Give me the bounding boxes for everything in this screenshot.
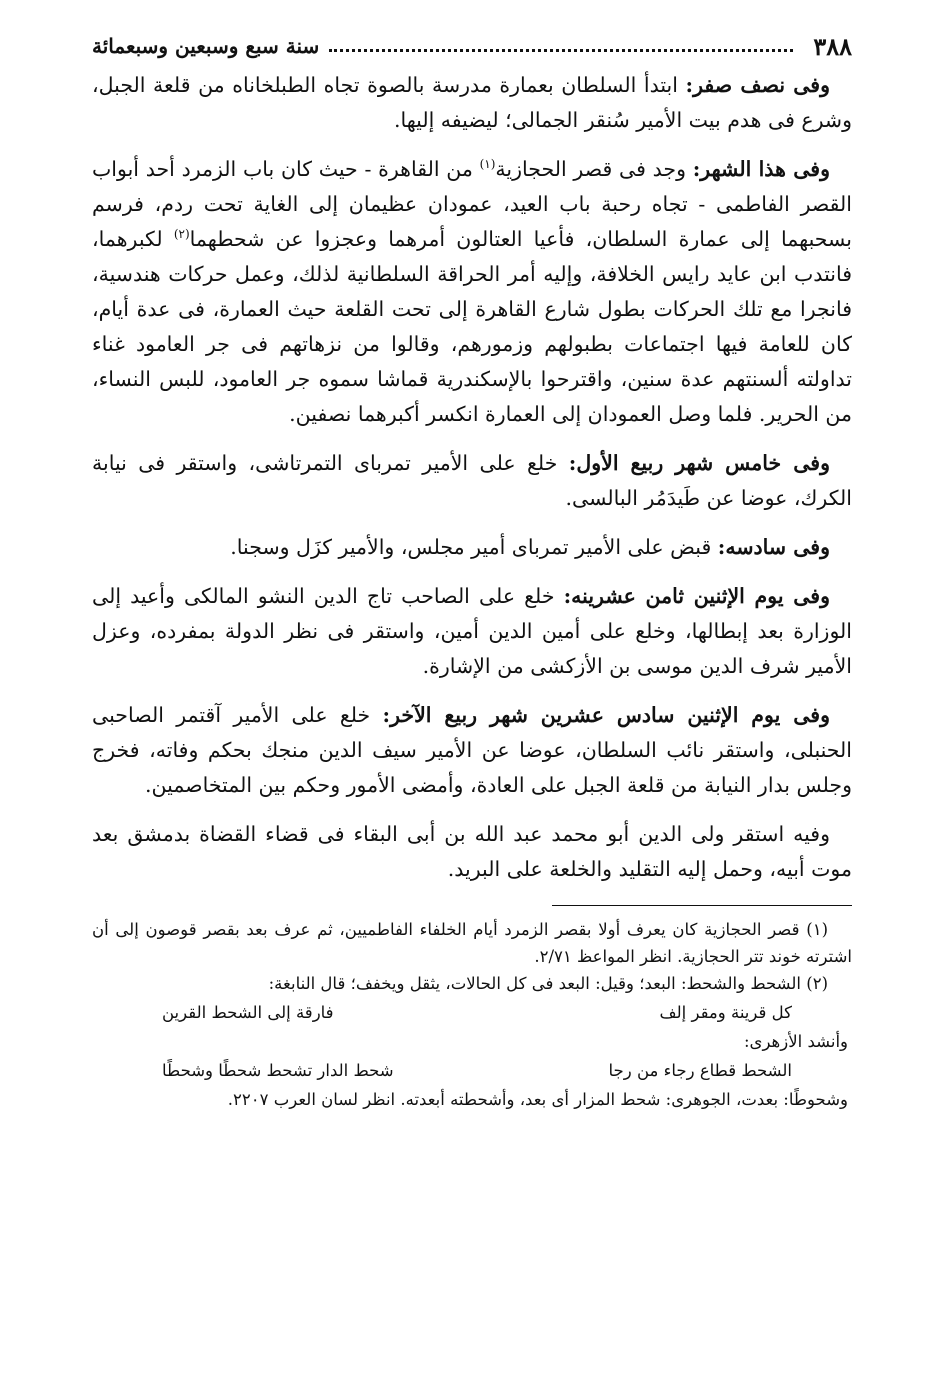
- verse-hemistich: شحط الدار تشحط شحطًا وشحطًا: [162, 1061, 394, 1080]
- verse-intro: وأنشد الأزهرى:: [743, 1032, 848, 1051]
- paragraph-lead: وفى هذا الشهر:: [692, 157, 831, 181]
- paragraph-lead: وفى خامس شهر ربيع الأول:: [568, 451, 830, 475]
- footnote-closing: وشحوطًا: بعدت، الجوهرى: شحط المزار أى بعد، وأشحطته أبعدته. انظر لسان العرب ٢٢٠٧.: [227, 1090, 848, 1109]
- paragraph: [92, 530, 852, 565]
- footnote-1: (١) قصر الحجازية كان يعرف أولا بقصر الزمرد أيام الخلفاء الفاطميين، ثم عرف بعد بقصر قوصون إلى أن اشترته خوند تتر الحجازية. انظر المواعظ ٢/٧١.: [92, 920, 852, 966]
- footnote-ref-2[interactable]: (٢): [173, 227, 190, 242]
- verse-hemistich: كل قرينة ومقر إلف: [659, 1003, 792, 1022]
- paragraph: [92, 817, 852, 887]
- paragraph-text: قبض على الأمير تمرباى أمير مجلس، والأمير كزَل وسجنا.: [230, 535, 718, 559]
- paragraph-text: خلع على الأمير آقتمر الصاحبى الحنبلى، واستقر نائب السلطان، عوضا عن الأمير سيف الدين منجك بحكم وفاته، فخرج وجلس بدار النيابة من قلعة الجبل على العادة، وأمضى الأمور وحكم بين المتخاصمين.: [92, 703, 852, 797]
- paragraph-lead: وفى يوم الإثنين ثامن عشرينه:: [563, 584, 830, 608]
- paragraph: [92, 446, 852, 516]
- paragraph-text: من القاهرة - حيث كان باب الزمرد أحد أبواب القصر الفاطمى - تجاه رحبة باب العيد، عمودان عظيمان إلى الغاية تحت ردم، فرسم بسحبهما إلى عمارة السلطان، فأعيا العتالون أمرهما وعجزوا عن شحطهما: [92, 157, 852, 251]
- paragraph-lead: وفى يوم الإثنين سادس عشرين شهر ربيع الآخر:: [382, 703, 830, 727]
- paragraph: [92, 68, 852, 138]
- paragraph-text: لكبرهما، فانتدب ابن عايد رايس الخلافة، وإليه أمر الحراقة السلطانية لذلك، وعمل حركات هندسية، فانجرا مع تلك الحركات بطول شارع القاهرة إلى تحت القلعة حيث العمارة، فى عدة أيام، كان للعامة فيها اجتماعات بطبولهم وزمورهم، وقالوا من نزهاتهم فى جر العامود غناء تداولته ألسنتهم عدة سنين، واقترحوا بالإسكندرية قماشا سموه جر العامود، للبس النساء، من الحرير. فلما وصل العمودان إلى العمارة انكسر أكبرهما نصفين.: [92, 227, 852, 426]
- header-dot-leader: [329, 49, 793, 52]
- paragraph-lead: وفى سادسه:: [717, 535, 830, 559]
- footnote-ref-1[interactable]: (١): [479, 157, 496, 172]
- paragraph-text: وفيه استقر ولى الدين أبو محمد عبد الله بن أبى البقاء فى قضاء القضاة بدمشق بعد موت أبيه، وحمل إليه التقليد والخلعة على البريد.: [92, 822, 852, 881]
- paragraph-text: ابتدأ السلطان بعمارة مدرسة بالصوة تجاه الطبلخاناه من قلعة الجبل، وشرع فى هدم بيت الأمير سُنقر الجمالى؛ ليضيفه إليها.: [92, 73, 852, 132]
- running-title: سنة سبع وسبعين وسبعمائة: [92, 34, 320, 58]
- paragraph: [92, 698, 852, 803]
- verse-hemistich: الشحط قطاع رجاء من رجا: [608, 1061, 792, 1080]
- page-number: ٣٨٨: [813, 31, 852, 61]
- verse-hemistich: فارقة إلى الشحط القرين: [162, 1003, 334, 1022]
- book-page: [92, 26, 852, 1356]
- main-text: [92, 68, 852, 887]
- paragraph-text: خلع على الصاحب تاج الدين النشو المالكى وأعيد إلى الوزارة بعد إبطالها، وخلع على أمين الدين أمين، واستقر فى نظر الدولة بمفرده، وعزل الأمير شرف الدين موسى بن الأزكشى من الإشارة.: [92, 584, 852, 678]
- verse-line: [92, 1057, 852, 1084]
- paragraph-lead: وفى نصف صفر:: [685, 73, 831, 97]
- footnote-separator: [552, 905, 852, 906]
- paragraph-text: خلع على الأمير تمرباى التمرتاشى، واستقر فى نيابة الكرك، عوضا عن طَيدَمُر البالسى.: [92, 451, 852, 510]
- paragraph-text: وجد فى قصر الحجازية: [495, 157, 693, 181]
- footnote-2: (٢) الشحط والشحط: البعد؛ وقيل: البعد فى كل الحالات، يثقل ويخفف؛ قال النابغة:: [268, 974, 828, 993]
- paragraph: [92, 152, 852, 432]
- running-header: [92, 26, 852, 66]
- footnotes: [92, 916, 852, 1113]
- paragraph: [92, 579, 852, 684]
- verse-line: [92, 999, 852, 1026]
